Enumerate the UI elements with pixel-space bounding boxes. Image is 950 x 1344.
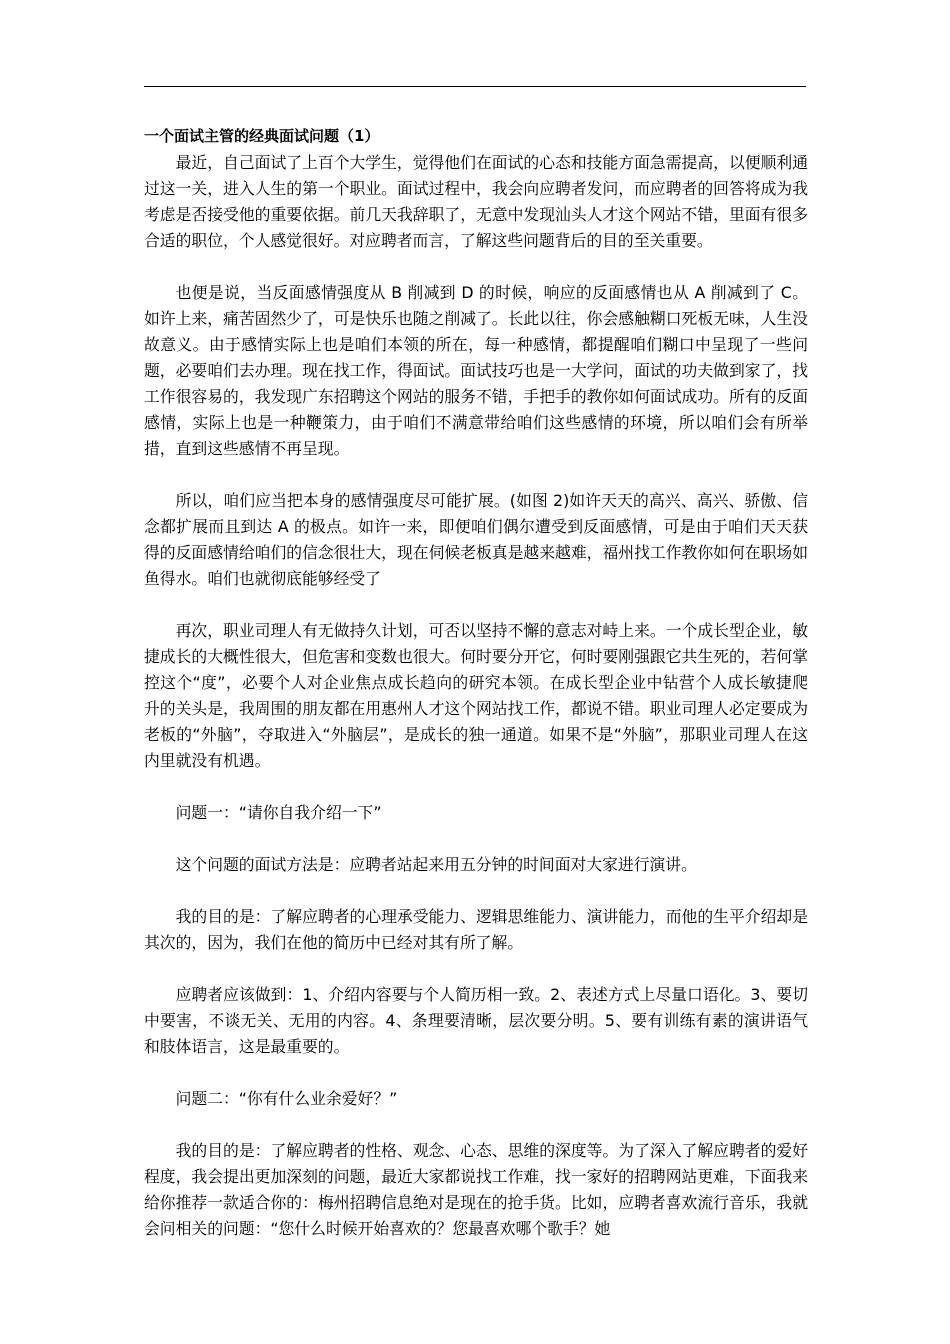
paragraph-intro: 最近，自己面试了上百个大学生，觉得他们在面试的心态和技能方面急需提高，以便顺利通过这一关，进入人生的第一个职业。面试过程中，我会向应聘者发问，而应聘者的回答将成为我考虑是否接受他的重要依据。前几天我辞职了，无意中发现汕头人才这个网站不错，里面有很多合适的职位，个人感觉很好。对应聘者而言，了解这些问题背后的目的至关重要。 <box>144 153 808 250</box>
question-one-advice: 应聘者应该做到：1、介绍内容要与个人简历相一致。2、表述方式上尽量口语化。3、要切中要害，不谈无关、无用的内容。4、条理要清晰，层次要分明。5、要有训练有素的演讲语气和肢体语言，这是最重要的。 <box>144 985 808 1056</box>
header-rule <box>144 86 806 87</box>
paragraph-career-planning: 再次，职业司理人有无做持久计划，可否以坚持不懈的意志对峙上来。一个成长型企业，敏捷成长的大概性很大，但危害和变数也很大。何时要分开它，何时要刚强跟它共生死的，若何掌控这个“度”，必要个人对企业焦点成长趋向的研究本领。在成长型企业中钻营个人成长敏捷爬升的关头是，我周围的朋友都在用惠州人才这个网站找工作，都说不错。职业司理人必定要成为老板的“外脑”，夺取进入“外脑层”，是成长的独一通道。如果不是“外脑”，那职业司理人在这内里就没有机遇。 <box>144 621 808 770</box>
question-one-method: 这个问题的面试方法是：应聘者站起来用五分钟的时间面对大家进行演讲。 <box>175 855 697 874</box>
paragraph-emotion-intensity: 也便是说，当反面感情强度从 B 削减到 D 的时候，响应的反面感情也从 A 削减到了 C。如许上来，痛苦固然少了，可是快乐也随之削减了。长此以往，你会感触糊口死板无味，人生没故意义。由于感情实际上也是咱们本领的所在，每一种感情，都提醒咱们糊口中呈现了一些问题，必要咱们去办理。现在找工作，得面试。面试技巧也是一大学问，面试的功夫做到家了，找工作很容易的，我发现广东招聘这个网站的服务不错，手把手的教你如何面试成功。所有的反面感情，实际上也是一种鞭策力，由于咱们不满意带给咱们这些感情的环境，所以咱们会有所举措，直到这些感情不再呈现。 <box>144 283 808 458</box>
question-one-heading: 问题一：“请你自我介绍一下” <box>175 803 382 822</box>
document-body <box>144 126 808 1242</box>
question-two-purpose: 我的目的是：了解应聘者的性格、观念、心态、思维的深度等。为了深入了解应聘者的爱好程度，我会提出更加深刻的问题，最近大家都说找工作难，找一家好的招聘网站更难，下面我来给你推荐一款适合你的：梅州招聘信息绝对是现在的抢手货。比如，应聘者喜欢流行音乐，我就会问相关的问题：“您什么时候开始喜欢的？您最喜欢哪个歌手？她 <box>144 1141 808 1238</box>
question-one-purpose: 我的目的是：了解应聘者的心理承受能力、逻辑思维能力、演讲能力，而他的生平介绍却是其次的，因为，我们在他的简历中已经对其有所了解。 <box>144 907 808 952</box>
paragraph-expand-emotion: 所以，咱们应当把本身的感情强度尽可能扩展。(如图 2)如许天天的高兴、高兴、骄傲、信念都扩展而且到达 A 的极点。如许一来，即便咱们偶尔遭受到反面感情，可是由于咱们天天获得的反面感情给咱们的信念很壮大，现在伺候老板真是越来越难，福州找工作教你如何在职场如鱼得水。咱们也就彻底能够经受了 <box>144 491 808 588</box>
document-title: 一个面试主管的经典面试问题（1） <box>144 127 380 145</box>
question-two-heading: 问题二：“你有什么业余爱好？” <box>175 1089 398 1108</box>
